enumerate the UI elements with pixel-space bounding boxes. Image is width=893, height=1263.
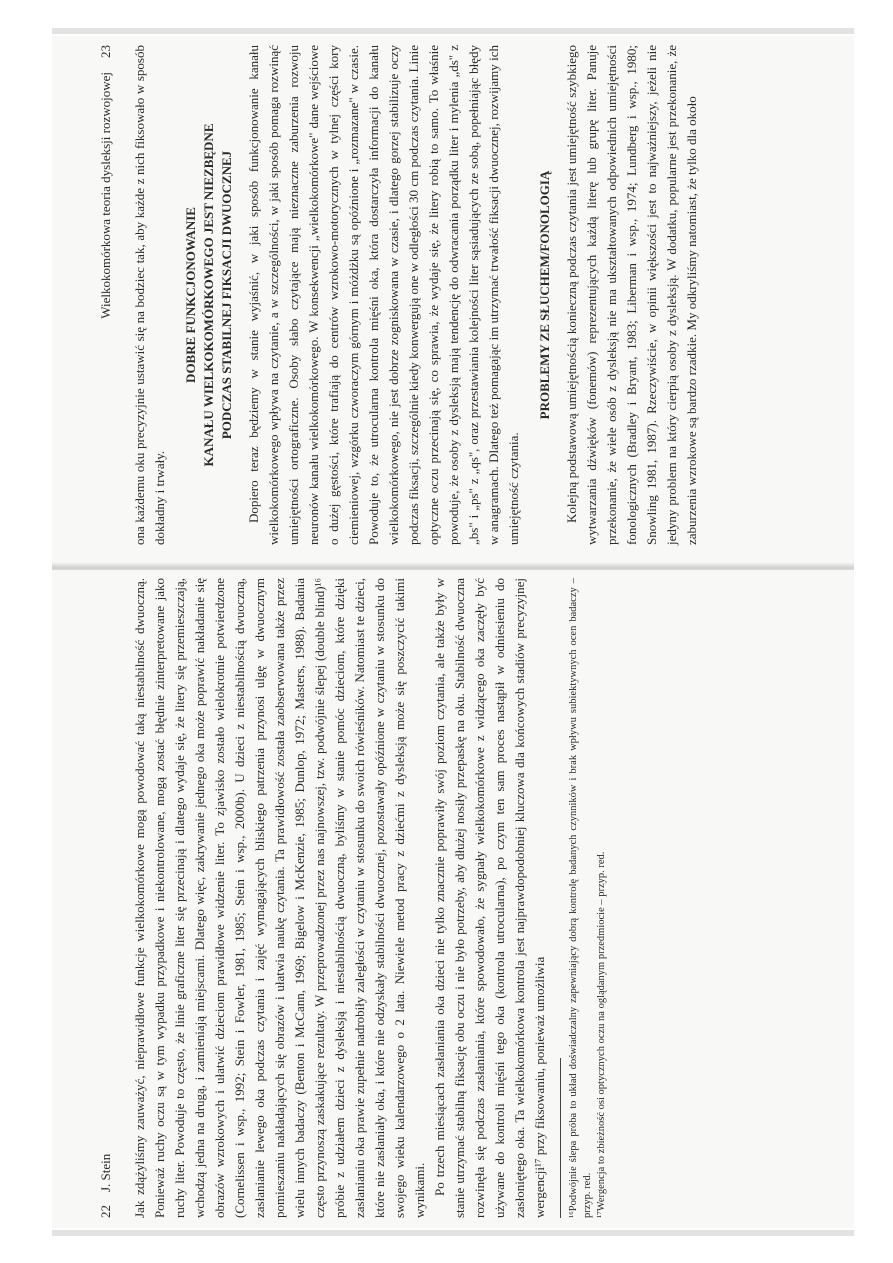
body-paragraph-2: Po trzech miesiącach zasłaniania oka dzieci nie tylko znacznie poprawiły swój poziom czytania, ale także były w stanie utrzymać stabilną fiksację obu oczu i nie było potrzeby, aby dłużej nosiły przepaskę na oku. Stabilność dwuoczna rozwinęła się podczas zasłaniania, które spowodowało, że sygnały wielkokomórkowe z widzącego oka zaczęły być używane do kontroli mięśni tego oka (kontrola utrocularna), po czym ten sam proces nastąpił w odniesieniu do zasłoniętego oka. Ta wielkokomórkowa kontrola jest najprawdopodobniej kluczowa dla końcowych stadiów precyzyjnej wergencji¹⁷ przy fiksowaniu, ponieważ umożliwia [432, 578, 547, 1218]
page-number-23: 23 [98, 45, 113, 58]
scan-edge-top [52, 28, 854, 34]
section-heading-1 [182, 45, 236, 545]
author-running-head: J. Stein [98, 1153, 113, 1192]
section-1-paragraph: Dopiero teraz będziemy w stanie wyjaśnić, w jaki sposób funkcjonowanie kanału wielkokomórkowego wpływa na czytanie, a w szczególności, w jaki sposób pomaga rozwinąć umiejętności ortograficzne. Osoby słabo czytające mają nieznaczne zaburzenia rozwoju neuronów kanału wielkokomórkowego. W konsekwencji „wielkokomórkowe" dane wejściowe o dużej gęstości, które trafiają do centrów wzrokowo-motorycznych w tylnej części kory ciemieniowej, wzgórku czworaczym górnym i móżdżku są opóźnione i „rozmazane" w czasie. Powoduje to, że utrocularna kontrola mięśni oka, która dostarczyła informacji do kanału wielkokomórkowego, nie jest dobrze zogniskowana w czasie, i dlatego gorzej stabilizuje oczy podczas fiksacji, szczególnie kiedy konwergują one w odległości 30 cm podczas czytania. Linie optyczne oczu przecinają się, co sprawia, że wydaje się, że litery robią to samo. To właśnie powoduje, że osoby z dysleksją mają tendencję do odwracania porządku liter i mylenia „ds" z „bs" i „ps" z „qs", oraz przestawiania kolejności liter sąsiadujących ze sobą, popełniając błędy w anagramach. Dlatego też pomagając im utrzymać trwałość fiksacji dwuocznej, rozwijamy ich umiejętność czytania. [246, 45, 521, 545]
heading-1-line-2: KANAŁU WIELKOKOMÓRKOWEGO JEST NIEZBĘDNE [201, 123, 216, 467]
page-22-content [96, 578, 812, 1218]
page-23-running-head [96, 45, 116, 545]
section-heading-2: PROBLEMY ZE SŁUCHEM/FONOLOGIĄ [537, 170, 552, 420]
page-22-header [96, 1154, 116, 1218]
body-paragraph-1: Jak zdążyliśmy zauważyć, nieprawidłowe funkcje wielkokomórkowe mogą powodować taką niestabilność dwuoczną. Ponieważ ruchy oczu są w tym wypadku przypadkowe i niekontrolowane, mogą zostać błędnie zinterpretowane jako ruchy liter. Powoduje to często, że linie graficzne liter się przecinają i dlatego wydaje się, że litery się przemieszczają, wchodzą jedna na drugą, i zamieniają miejscami. Dlatego więc, zakrywanie jednego oka może poprawić nakładanie się obrazów wzrokowych i ułatwić dzieciom prawidłowe widzenie liter. To zjawisko zostało wielokrotnie potwierdzone (Cornelissen i wsp., 1992; Stein i Fowler, 1981, 1985; Stein i wsp., 2000b). U dzieci z niestabilnością dwuoczną, zasłanianie lewego oka podczas czytania i zajęć wymagających bliskiego patrzenia przynosi ulgę w dwuocznym pomieszaniu nakładających się obrazów i ułatwia naukę czytania. Ta prawidłowość została zaobserwowana także przez wielu innych badaczy (Benton i McCann, 1969; Bigelow i McKenzie, 1985; Dunlop, 1972; Masters, 1988). Badania często przynoszą zaskakujące rezultaty. W przeprowadzonej przez nas najnowszej, tzw. podwójnie ślepej (double blind)¹⁶ próbie z udziałem dzieci z dysleksją i niestabilnością dwuoczną, byliśmy w stanie pomóc dzieciom, które dzięki zasłanianiu oka prawie zupełnie nadrobiły zaległości w czytaniu w stosunku do swoich rówieśników. Natomiast te dzieci, które nie zasłaniały oka, i które nie odzyskały stabilności dwuocznej, pozostawały opóźnione w czytaniu w stosunku do swojego wieku kalendarzowego o 2 lata. Niewiele metod pracy z dziećmi z dysleksją może się poszczycić takimi wynikami. [132, 578, 427, 1218]
section-2-paragraph: Kolejną podstawową umiejętnością konieczną podczas czytania jest umiejętność szybkiego wytwarzania dźwięków (fonemów) reprezentujących każdą literę lub grupę liter. Panuje przekonanie, że wiele osób z dysleksją nie ma ukształtowanych odpowiednich umiejętności fonologicznych (Bradley i Bryant, 1983; Liberman i wsp., 1974; Lundberg i wsp., 1980; Snowling 1981, 1987). Rzeczywiście, w opinii większości jest to najważniejszy, jeżeli nie jedyny problem na który cierpią osoby z dysleksją. W dodatku, popularne jest przekonanie, że zaburzenia wzrokowe są bardzo rzadkie. My odkryliśmy natomiast, że tylko dla około [564, 45, 699, 545]
page-number-22: 22 [98, 1205, 113, 1218]
footnote-16: ¹⁶Podwójnie ślepa próba to układ doświadczalny zapewniający dobrą kontrolę badanych czynników i brak wpływu subiektywnych ocen badaczy – przyp. red. [568, 578, 593, 1218]
footnote-divider [560, 1058, 561, 1218]
heading-1-line-3: PODCZAS STABILNEJ FIKSACJI DWUOCZNEJ [219, 150, 234, 440]
footnote-17: ¹⁷Wergencja to zbieżność osi optycznych oczu na oglądanym przedmiocie – przyp. red. [596, 851, 607, 1218]
opening-paragraph: ona każdemu oku precyzyjnie ustawić się na bodziec tak, aby każde z nich fiksowało w sposób dokładny i trwały. [132, 45, 167, 545]
scan-edge-bottom [52, 1230, 854, 1236]
page-22-running-head [96, 578, 116, 1218]
heading-1-line-1: DOBRE FUNKCJONOWANIE [183, 207, 198, 383]
page-23-content [96, 45, 812, 545]
chapter-running-head: Wielkokomórkowa teoria dysleksji rozwojowej [98, 72, 113, 319]
